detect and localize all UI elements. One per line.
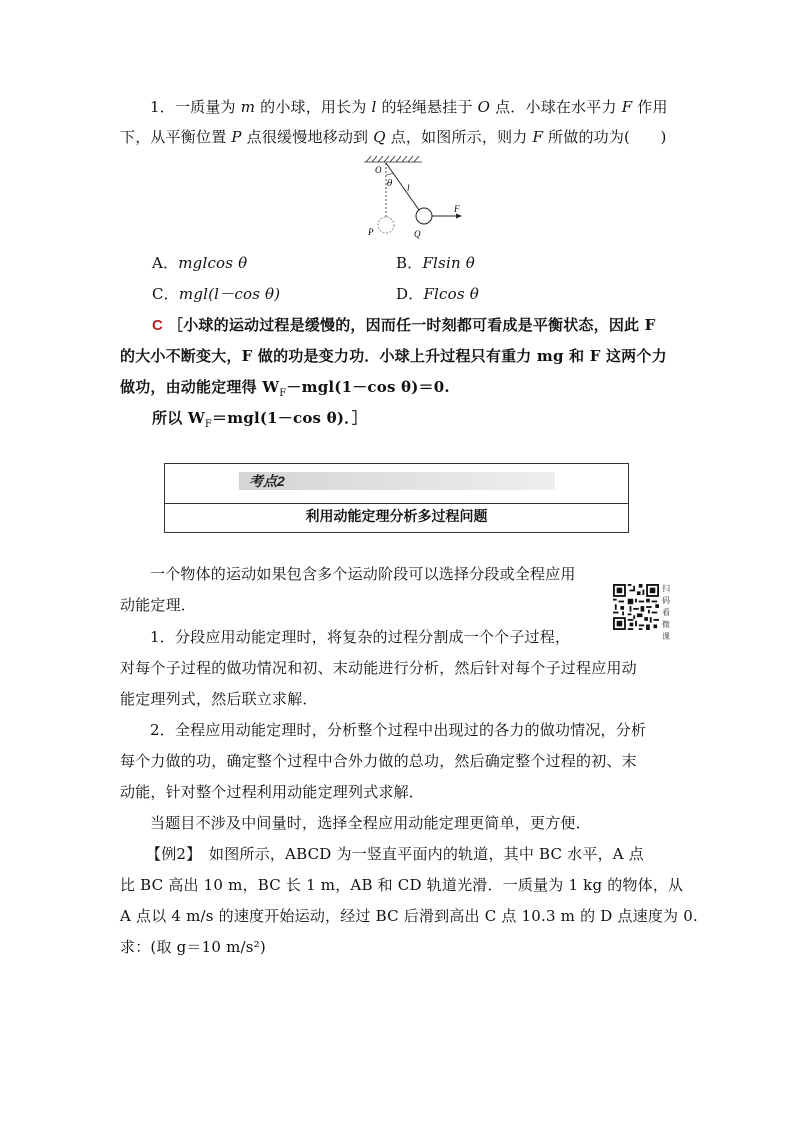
- option-c-letter: C．: [152, 285, 179, 303]
- q1-text: 点很缓慢地移动到: [241, 128, 374, 146]
- answer-text: ［小球的运动过程是缓慢的，因而任一时刻都可看成是平衡状态，因此 F: [168, 316, 656, 334]
- ball-p: [378, 217, 394, 233]
- option-b: [396, 252, 475, 274]
- q1-var: P: [231, 128, 242, 146]
- label-theta: θ: [387, 179, 393, 189]
- body-p4-line1: 当题目不涉及中间量时，选择全程应用动能定理更简单，更方便．: [150, 814, 591, 832]
- answer-subscript: F: [204, 419, 213, 430]
- option-b-letter: B．: [396, 254, 423, 272]
- label-l: l: [407, 183, 410, 193]
- answer-text: ＝mgl(1－cos θ)．］: [212, 409, 368, 427]
- qr-code-icon[interactable]: [613, 584, 659, 630]
- pendulum-figure: [362, 155, 474, 245]
- kaodian-tag-bar: [239, 472, 555, 490]
- option-a-letter: A．: [152, 254, 179, 272]
- q1-text: 点，如图所示，则力: [385, 128, 533, 146]
- q1-text: 的轻绳悬挂于: [376, 98, 478, 116]
- q1-var: m: [240, 98, 256, 116]
- example2-line1: 【例2】 如图所示，ABCD 为一竖直平面内的轨道，其中 BC 水平，A 点: [146, 845, 644, 863]
- label-p: P: [368, 227, 374, 237]
- option-d-letter: D．: [396, 285, 424, 303]
- example2-line2: 比 BC 高出 10 m，BC 长 1 m，AB 和 CD 轨道光滑．一质量为 1 kg 的物体，从: [120, 876, 684, 894]
- body-p2-line3: 能定理列式，然后联立求解．: [120, 690, 318, 708]
- body-p2-line2: 对每个子过程的做功情况和初、末动能进行分析，然后针对每个子过程应用动: [120, 659, 637, 677]
- ball-q: [416, 208, 432, 224]
- option-c-text: mgl(l－cos θ): [178, 285, 281, 303]
- option-d-text: Flcos θ: [423, 285, 479, 303]
- q1-var: F: [532, 128, 544, 146]
- option-b-text: Flsin θ: [422, 254, 475, 272]
- answer-text: 所以 W: [152, 409, 205, 427]
- body-p1-line1: 一个物体的运动如果包含多个运动阶段可以选择分段或全程应用: [150, 565, 576, 583]
- option-a: [152, 252, 247, 274]
- kaodian-box: [164, 463, 629, 533]
- q1-text: 作用: [632, 98, 668, 116]
- q1-text: 1．一质量为: [150, 98, 241, 116]
- answer-line2: [120, 345, 667, 367]
- answer-text: 做功，由动能定理得 W: [120, 378, 280, 396]
- q1-stem-line1: [150, 96, 668, 118]
- kaodian-tag: 考点2: [249, 473, 285, 489]
- body-p1-line2: 动能定理．: [120, 596, 197, 614]
- answer-subscript: F: [279, 388, 287, 399]
- label-o: O: [375, 165, 382, 175]
- theta-arc: [386, 173, 393, 175]
- q1-text: 所做的功为( ): [543, 128, 667, 146]
- option-a-text: mglcos θ: [178, 254, 248, 272]
- body-p3-line1: 2．全程应用动能定理时，分析整个过程中出现过的各力的做功情况，分析: [150, 721, 647, 739]
- q1-stem-line2: [120, 126, 667, 148]
- label-f: F: [454, 204, 460, 214]
- body-p3-line3: 动能，针对整个过程利用动能定理列式求解．: [120, 783, 425, 801]
- force-arrowhead: [456, 214, 462, 219]
- body-p2-line1: 1．分段应用动能定理时，将复杂的过程分割成一个个子过程，: [150, 628, 571, 646]
- answer-text: 的大小不断变大，F 做的功是变力功．小球上升过程只有重力 mg 和 F 这两个力: [120, 347, 667, 365]
- ceiling-hatch: [364, 156, 422, 162]
- answer-text: －mgl(1－cos θ)＝0.: [286, 378, 450, 396]
- label-q: Q: [414, 229, 421, 239]
- q1-text: 下，从平衡位置: [120, 128, 232, 146]
- q1-var: O: [477, 98, 491, 116]
- answer-line4: [152, 407, 367, 436]
- kaodian-title: 利用动能定理分析多过程问题: [305, 509, 488, 525]
- answer-line3: [120, 376, 450, 405]
- example2-line4: 求：(取 g＝10 m/s²): [120, 938, 266, 956]
- q1-var: Q: [373, 128, 386, 146]
- q1-text: 点．小球在水平力: [490, 98, 622, 116]
- option-d: [396, 283, 479, 305]
- qr-caption: 扫码看微课: [662, 584, 670, 641]
- example2-line3: A 点以 4 m/s 的速度开始运动，经过 BC 后滑到高出 C 点 10.3 m 的 D 点速度为 0.: [120, 907, 698, 925]
- q1-var: l: [371, 98, 377, 116]
- q1-var: F: [621, 98, 633, 116]
- kaodian-divider: [165, 503, 628, 504]
- body-p3-line2: 每个力做的功，确定整个过程中合外力做的总功，然后确定整个过程的初、末: [120, 752, 637, 770]
- option-c: [152, 283, 280, 305]
- answer-letter: C: [152, 317, 164, 334]
- q1-text: 的小球，用长为: [255, 98, 372, 116]
- answer-line1: [152, 314, 656, 337]
